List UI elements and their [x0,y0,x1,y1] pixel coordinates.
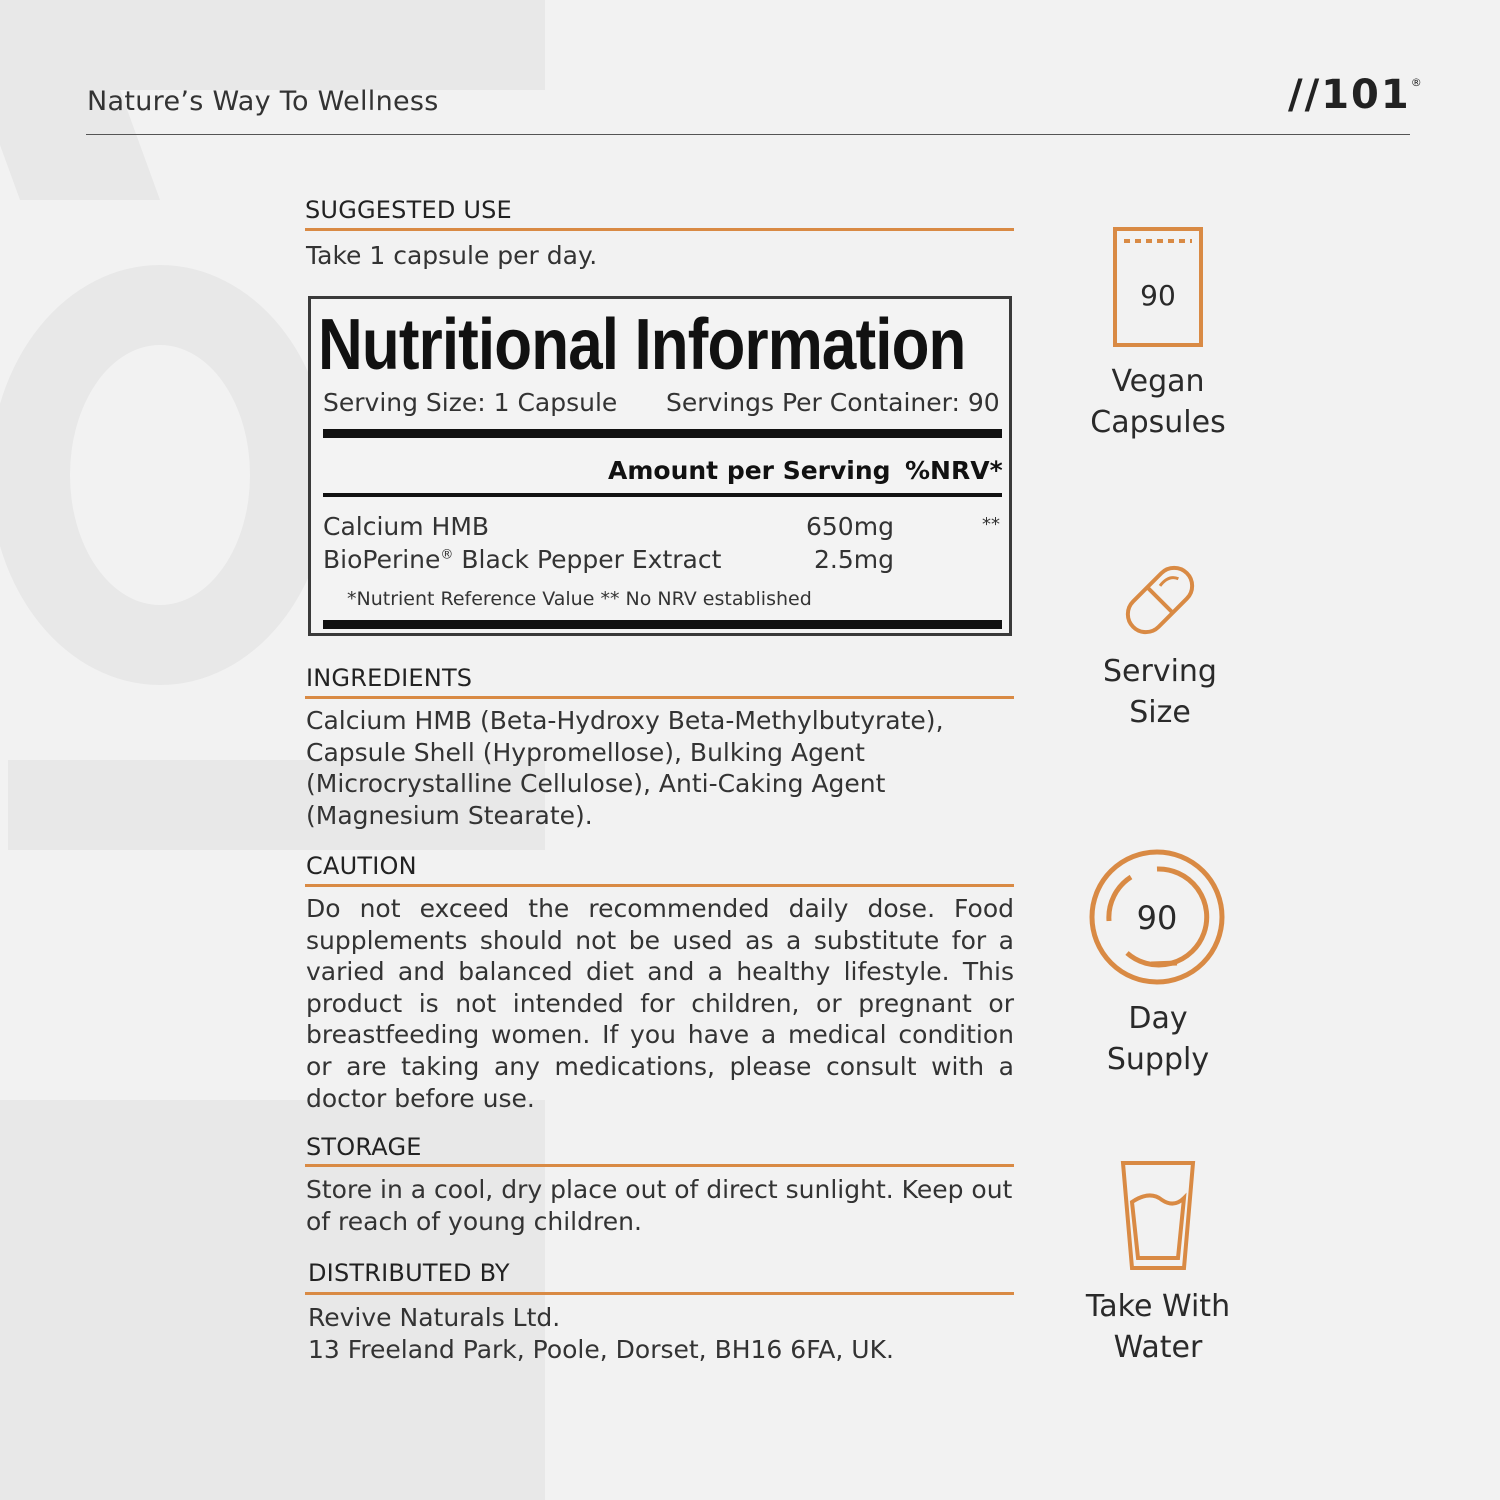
nutrient-name-part: Black Pepper Extract [453,545,722,574]
ingredients-text [306,705,1014,831]
tagline: Nature’s Way To Wellness [87,86,439,117]
registered-mark: ® [440,547,454,563]
ingredients-line: Calcium HMB (Beta-Hydroxy Beta-Methylbutyrate), [306,706,944,735]
nutrient-name-part: BioPerine [323,545,441,574]
water-glass-icon [1120,1160,1196,1272]
background-shape [0,265,330,685]
feature-day-supply [1058,998,1258,1080]
feature-label-line: Day [1128,1001,1188,1036]
logo-text: //101 [1288,72,1411,118]
day-count: 90 [1136,899,1178,937]
nutrient-amount: 2.5mg [814,545,894,574]
nutrition-thick-rule [323,620,1002,629]
pouch-count: 90 [1140,279,1176,312]
amount-per-serving-header: Amount per Serving [608,456,891,485]
storage-text: Store in a cool, dry place out of direct sunlight. Keep out of reach of young children. [306,1175,1013,1236]
header-divider [86,134,1410,135]
brand-logo [1288,72,1424,118]
background-shape [0,1100,545,1500]
feature-label-line: Size [1129,695,1191,730]
day-circle-icon [1087,847,1227,987]
feature-label-line: Water [1113,1330,1203,1365]
ingredients-line: (Magnesium Stearate). [306,800,593,830]
nutrient-amount: 650mg [806,512,894,541]
ingredients-line: Capsule Shell (Hypromellose), Bulking Agent [306,737,865,767]
nrv-header: %NRV* [905,456,1003,485]
feature-label-line: Vegan [1111,364,1205,399]
caution-title: CAUTION [306,852,417,880]
nutrition-footnote: *Nutrient Reference Value ** No NRV established [347,588,812,610]
nutrient-name: Calcium HMB [323,512,490,541]
feature-label-line: Capsules [1090,405,1226,440]
distributor-name: Revive Naturals Ltd. [308,1303,561,1332]
servings-per-container: Servings Per Container: 90 [666,388,1000,417]
feature-label-line: Supply [1106,1042,1210,1077]
nutrition-title: Nutritional Information [318,305,966,385]
section-divider [305,1164,1014,1167]
feature-take-with-water [1058,1286,1258,1368]
serving-size: Serving Size: 1 Capsule [323,388,618,417]
suggested-use-text: Take 1 capsule per day. [306,241,598,270]
storage-title: STORAGE [306,1133,422,1161]
nutrition-thick-rule [323,429,1002,438]
suggested-use-title: SUGGESTED USE [305,196,512,224]
feature-label-line: Serving [1103,654,1217,689]
nutrient-nrv: ** [982,514,1000,535]
distributor-street: 13 Freeland Park, Poole, Dorset, BH16 6FA, UK. [308,1334,894,1364]
nutrient-name [323,545,721,574]
section-divider [305,228,1014,231]
distributed-by-title: DISTRIBUTED BY [308,1259,510,1287]
ingredients-title: INGREDIENTS [306,664,473,692]
section-divider [305,1292,1014,1295]
ingredients-line: (Microcrystalline Cellulose), Anti-Caking Agent [306,769,886,799]
feature-vegan-capsules [1058,361,1258,443]
logo-registered-mark: ® [1410,76,1424,89]
feature-serving-size [1060,651,1260,733]
pouch-icon [1112,226,1204,348]
background-shape [0,0,545,90]
distributor-address [308,1302,1016,1365]
feature-label-line: Take With [1085,1289,1231,1324]
nutrition-rule [323,493,1002,497]
caution-text: Do not exceed the recommended daily dose. Food supplements should not be used as a substitute for a varied and balanced diet and a healthy lifestyle. This product is not intended for children, or pregnant or breastfeeding women. If you have a medical condition or are taking any medications, please consult with a doctor before use. [306,894,1014,1113]
section-divider [305,696,1014,699]
section-divider [305,884,1014,887]
capsule-icon [1118,558,1202,642]
